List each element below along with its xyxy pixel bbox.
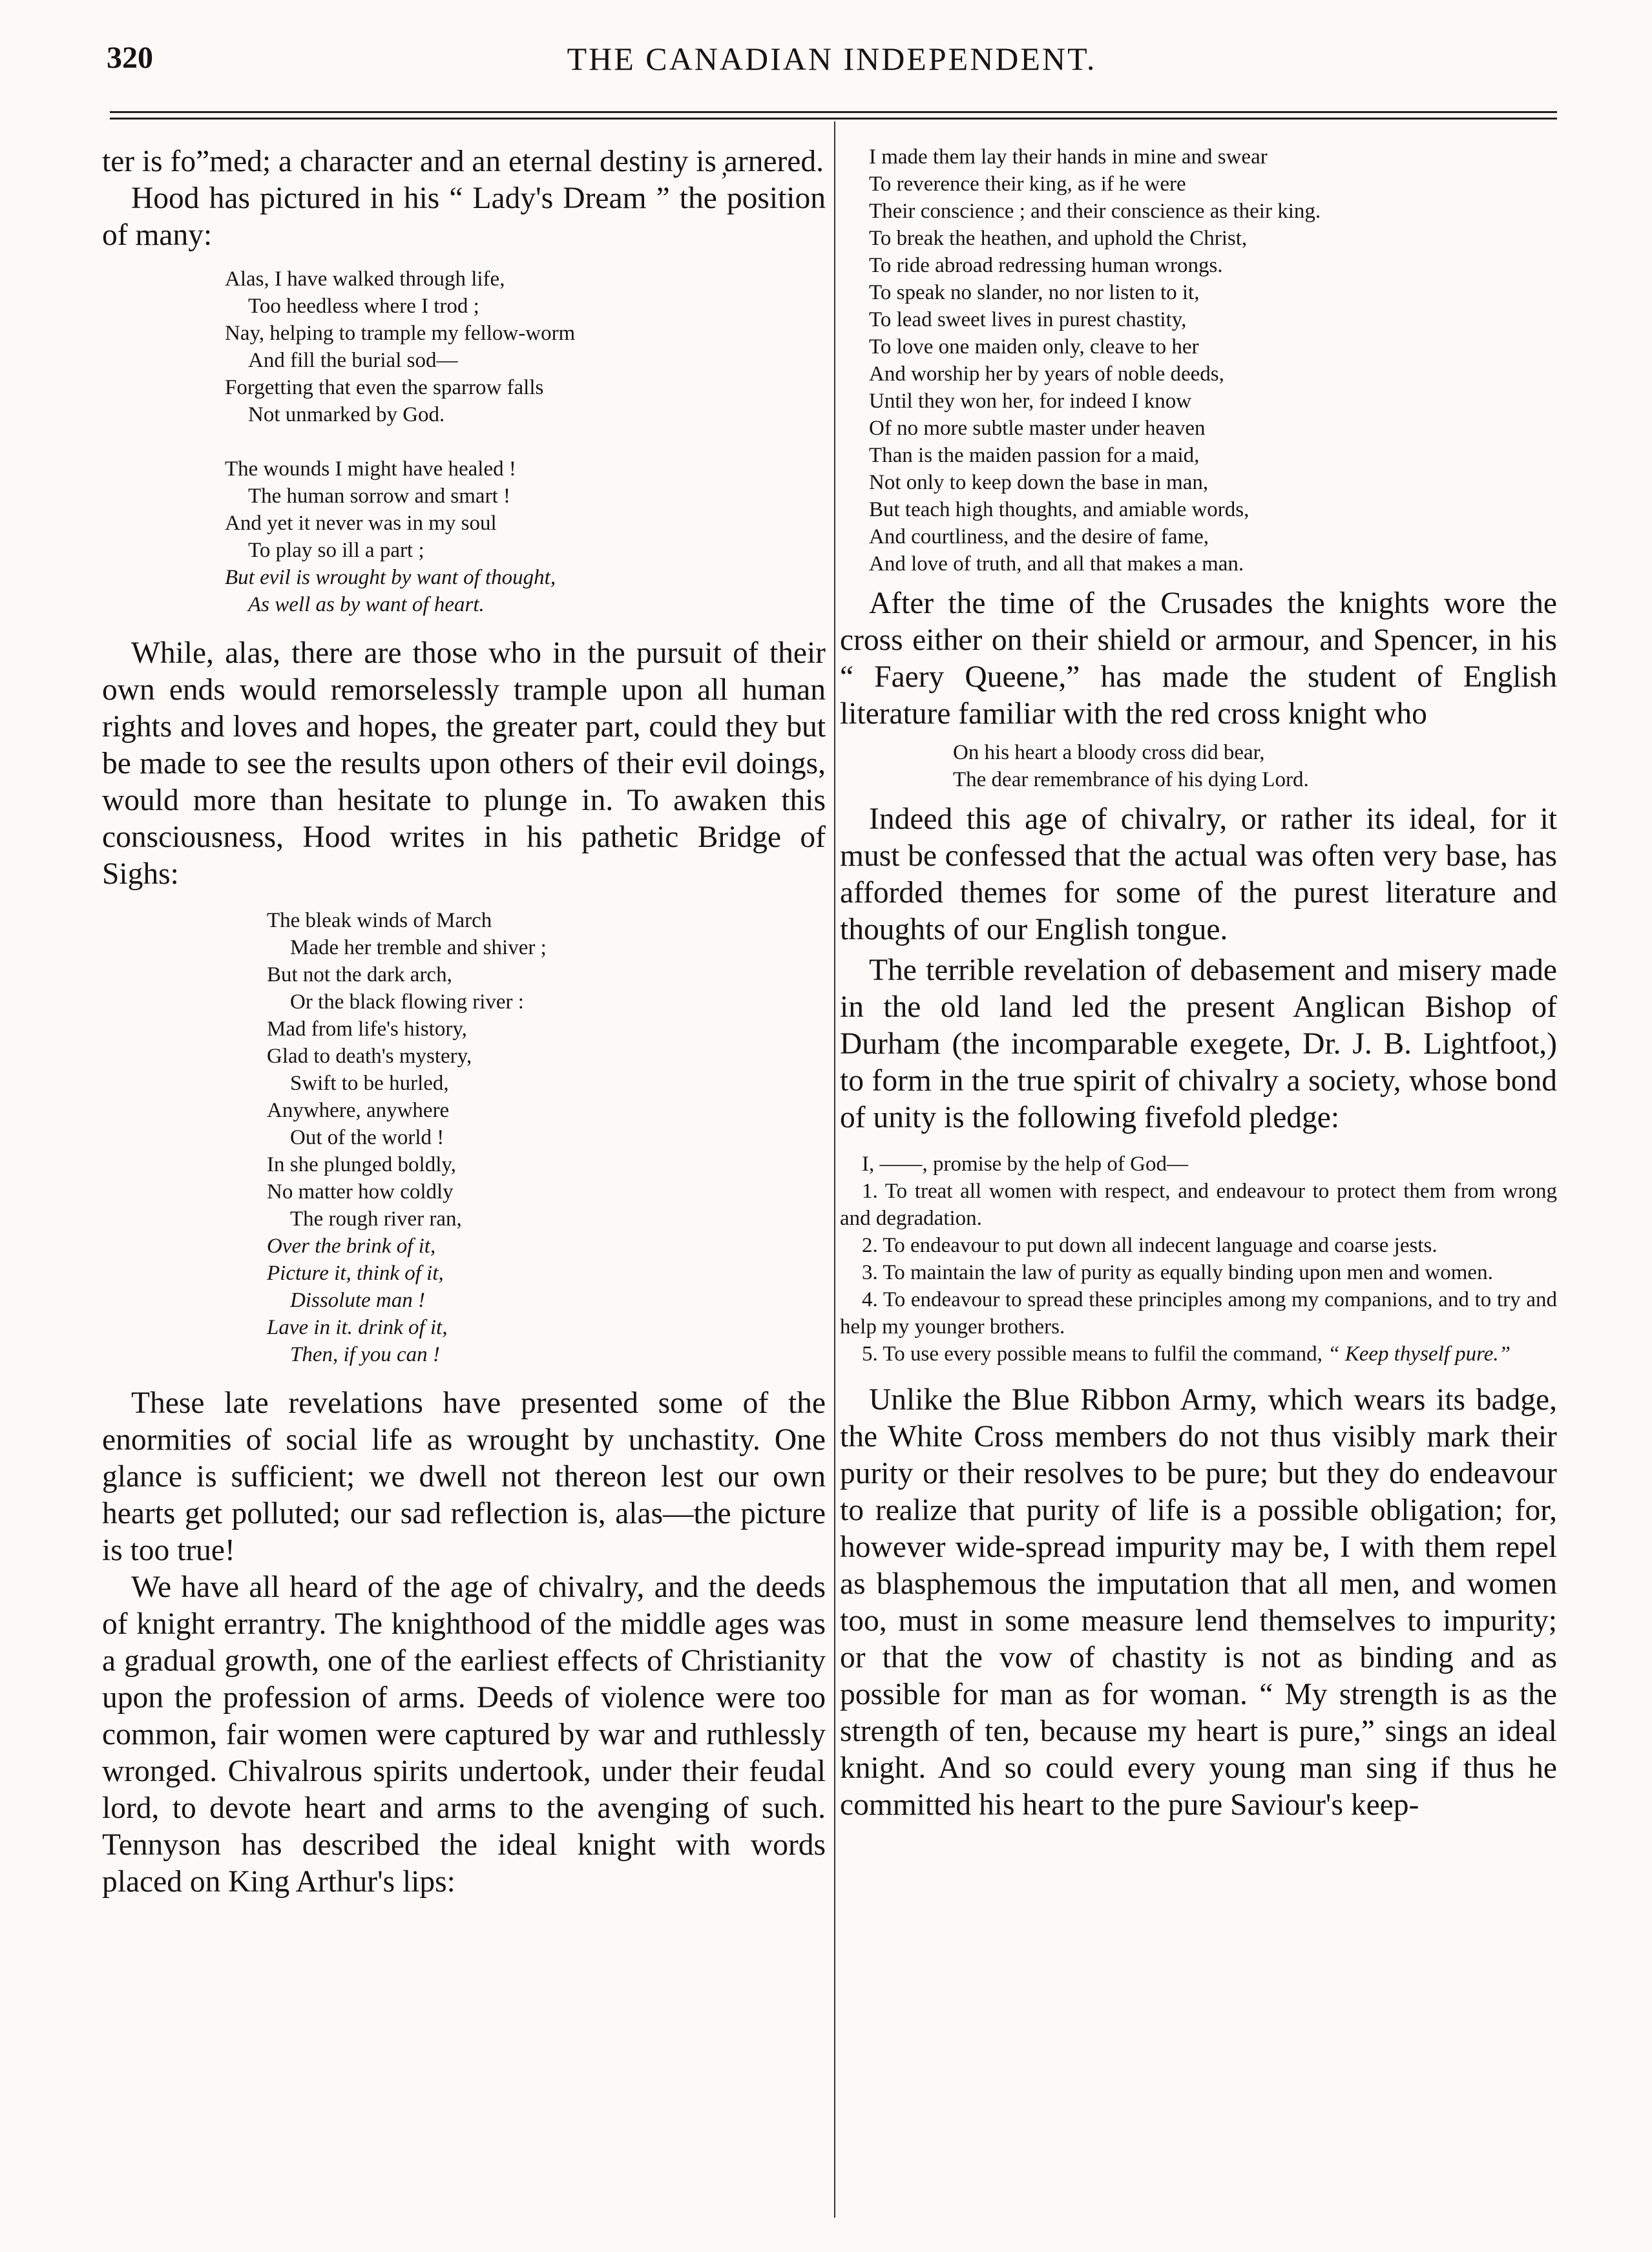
poem-line: Picture it, think of it, <box>267 1262 444 1285</box>
poem-line: Or the black flowing river : <box>290 990 524 1014</box>
pledge-item: 4. To endeavour to spread these principles among my companions, and to try and help my younger brothers. <box>840 1288 1557 1339</box>
poem-line: But evil is wrought by want of thought, <box>225 566 556 589</box>
paragraph: After the time of the Crusades the knights wore the cross either on their shield or armour, and Spencer, in his “ Faery Queene,” has made the student of English literature familiar with the red cross knight who <box>840 587 1557 731</box>
poem-line: To reverence their king, as if he were <box>869 172 1186 196</box>
poem-line: The dear remembrance of his dying Lord. <box>953 768 1309 791</box>
poem-line: Dissolute man ! <box>290 1289 425 1312</box>
running-title: THE CANADIAN INDEPENDENT. <box>567 41 1097 77</box>
paragraph: These late revelations have presented some of the enormities of social life as wrought by unchastity. One glance is sufficient; we dwell not thereon lest our own hearts get polluted; our sad reflection is, alas—the picture is too true! <box>102 1386 826 1567</box>
poem-line: Not only to keep down the base in man, <box>869 471 1209 494</box>
poem-red-cross-knight <box>953 739 1557 793</box>
pledge-item: 3. To maintain the law of purity as equally binding upon men and women. <box>862 1261 1493 1284</box>
stanza-break <box>225 428 826 455</box>
poem-line: And worship her by years of noble deeds, <box>869 362 1224 386</box>
poem-line: Lave in it. drink of it, <box>267 1316 448 1339</box>
poem-line: In she plunged boldly, <box>267 1153 456 1176</box>
poem-line: Made her tremble and shiver ; <box>290 936 547 959</box>
pledge-item-text: 5. To use every possible means to fulfil the command, <box>862 1342 1323 1366</box>
poem-line: To break the heathen, and uphold the Christ, <box>869 227 1248 250</box>
pledge-item: 2. To endeavour to put down all indecent language and coarse jests. <box>862 1234 1438 1257</box>
poem-line: Of no more subtle master under heaven <box>869 417 1206 440</box>
paragraph: We have all heard of the age of chivalry, and the deeds of knight errantry. The knighthood of the middle ages was a gradual growth, one of the earliest effects of Christianity upon the profession of arms. Deeds of violence were too common, fair women were captured by war and ruthlessly wronged. Chivalrous spirits undertook, under their feudal lord, to devote heart and arms to the avenging of such. Tennyson has described the ideal knight with words placed on King Arthur's lips: <box>102 1570 826 1899</box>
poem-line: As well as by want of heart. <box>248 593 485 616</box>
poem-line: The bleak winds of March <box>267 909 492 932</box>
paragraph: ter is fo”med; a character and an eternal destiny is ̦arnered. <box>102 145 824 178</box>
page-header <box>107 40 1557 92</box>
pledge-item <box>840 1340 1557 1368</box>
poem-line: Swift to be hurled, <box>290 1072 449 1095</box>
poem-line: The human sorrow and smart ! <box>248 485 510 508</box>
fivefold-pledge <box>840 1151 1557 1368</box>
poem-line: But not the dark arch, <box>267 963 452 986</box>
poem-line: Their conscience ; and their conscience as their king. <box>869 200 1321 223</box>
poem-line: The wounds I might have healed ! <box>225 457 516 481</box>
poem-line: Than is the maiden passion for a maid, <box>869 444 1200 467</box>
right-column <box>840 143 1557 1824</box>
page-number: 320 <box>107 41 153 75</box>
poem-line: To lead sweet lives in purest chastity, <box>869 308 1187 331</box>
poem-line: Nay, helping to trample my fellow-worm <box>225 322 576 345</box>
poem-line: To speak no slander, no nor listen to it, <box>869 281 1200 304</box>
poem-line: To play so ill a part ; <box>248 539 424 562</box>
poem-line: Then, if you can ! <box>290 1343 440 1366</box>
header-rule-top <box>110 111 1557 113</box>
poem-line: Forgetting that even the sparrow falls <box>225 376 544 399</box>
poem-line: And love of truth, and all that makes a man. <box>869 552 1244 576</box>
paragraph: The terrible revelation of debasement and misery made in the old land led the present Anglican Bishop of Durham (the incomparable exegete, Dr. J. B. Lightfoot,) to form in the true spirit of chivalry a society, whose bond of unity is the following fivefold pledge: <box>840 954 1557 1134</box>
poem-line: And courtliness, and the desire of fame, <box>869 525 1209 548</box>
poem-line: I made them lay their hands in mine and swear <box>869 145 1268 169</box>
left-column <box>102 143 826 1901</box>
poem-line: And fill the burial sod— <box>248 349 458 372</box>
poem-line: Not unmarked by God. <box>248 403 445 426</box>
paragraph: Indeed this age of chivalry, or rather its ideal, for it must be confessed that the actual was often very base, has afforded themes for some of the purest literature and thoughts of our English tongue. <box>840 802 1557 946</box>
header-rule-bottom <box>110 118 1557 120</box>
poem-line: To love one maiden only, cleave to her <box>869 335 1199 359</box>
poem-line: But teach high thoughts, and amiable words, <box>869 498 1249 521</box>
poem-line: Anywhere, anywhere <box>267 1099 450 1122</box>
poem-king-arthur <box>869 143 1557 578</box>
pledge-quote: “ Keep thyself pure.” <box>1328 1342 1511 1366</box>
pledge-item: 1. To treat all women with respect, and endeavour to protect them from wrong and degradation. <box>840 1180 1557 1230</box>
poem-line: On his heart a bloody cross did bear, <box>953 741 1265 764</box>
paragraph: Hood has pictured in his “ Lady's Dream ” the position of many: <box>102 182 826 252</box>
poem-line: Glad to death's mystery, <box>267 1045 472 1068</box>
poem-line: Alas, I have walked through life, <box>225 267 505 291</box>
poem-lady-dream <box>225 266 826 618</box>
poem-bridge-of-sighs <box>267 907 826 1368</box>
poem-line: And yet it never was in my soul <box>225 512 497 535</box>
poem-line: To ride abroad redressing human wrongs. <box>869 254 1223 277</box>
poem-line: No matter how coldly <box>267 1180 454 1204</box>
poem-line: Over the brink of it, <box>267 1235 436 1258</box>
column-divider <box>834 121 835 2218</box>
poem-line: Too heedless where I trod ; <box>248 295 479 318</box>
poem-line: Mad from life's history, <box>267 1017 467 1041</box>
poem-line: The rough river ran, <box>290 1207 462 1231</box>
paragraph: Unlike the Blue Ribbon Army, which wears its badge, the White Cross members do not thus visibly mark their purity or their resolves to be pure; but they do endeavour to realize that purity of life is a possible obligation; for, however wide-spread impurity may be, I with them repel as blasphemous the imputation that all men, and women too, must in some measure lend themselves to impurity; or that the vow of chastity is not as binding and as possible for man as for woman. “ My strength is as the strength of ten, because my heart is pure,” sings an ideal knight. And so could every young man sing if thus he committed his heart to the pure Saviour's keep- <box>840 1383 1557 1822</box>
poem-line: Out of the world ! <box>290 1126 444 1149</box>
pledge-intro: I, ——, promise by the help of God— <box>862 1152 1189 1176</box>
poem-line: Until they won her, for indeed I know <box>869 390 1192 413</box>
paragraph: While, alas, there are those who in the pursuit of their own ends would remorselessly trample upon all human rights and loves and hopes, the greater part, could they but be made to see the results upon others of their evil doings, would more than hesitate to plunge in. To awaken this consciousness, Hood writes in his pathetic Bridge of Sighs: <box>102 636 826 891</box>
